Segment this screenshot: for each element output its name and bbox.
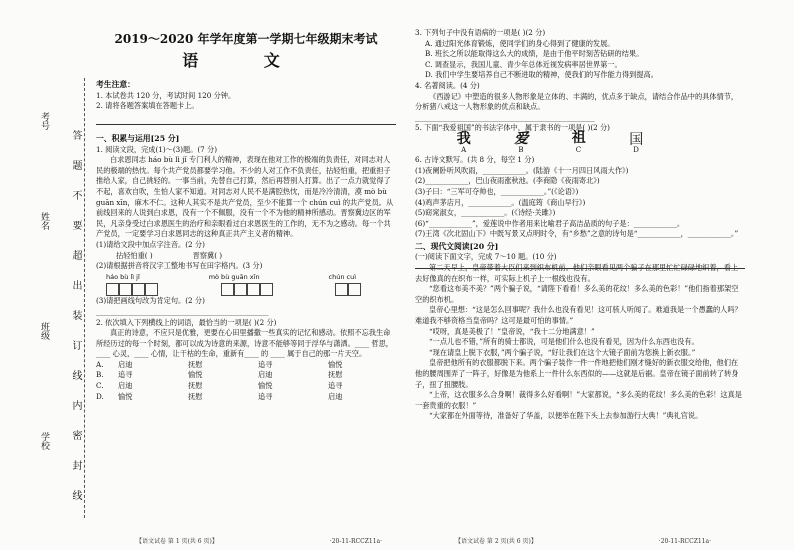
answer-item[interactable]: 拈轻怕重( ) [116, 250, 153, 260]
option-letter[interactable]: A. [96, 359, 104, 369]
story-paragraph: 皇帝把他所有的衣服都脱下来。两个骗子装作一件一件地把他们刚才缝好的新衣服交给他，他们在他的腰周围弄了一阵子，好像是为他系上一件什么东西似的——这就是后裾。皇帝在镜子面前转了转身子，扭了扭腰肢。 [415, 358, 739, 389]
seal-line [84, 78, 85, 518]
notice-block [96, 80, 396, 112]
page-code: ·20-11-RCCZ11a· [658, 538, 711, 545]
option-letter[interactable]: C. [96, 381, 104, 391]
option-word: 抚慰 [188, 359, 203, 369]
tianzige-cell[interactable] [234, 283, 247, 296]
page-label: 【语文试卷 第 1 页(共 6 页)】 [136, 538, 218, 545]
story-paragraph: “现在请皇上脱下衣服，”两个骗子说，“好让我们在这个大镜子面前为您换上新衣服。” [429, 347, 696, 357]
option-word: 愉悦 [258, 381, 273, 391]
option-letter[interactable]: D. [96, 391, 104, 401]
right-questions [415, 28, 745, 422]
tianzige-group [106, 283, 158, 296]
tianzige-cell[interactable] [335, 283, 348, 296]
option-word: 追寻 [328, 381, 343, 391]
pinyin-row [106, 272, 356, 283]
question-intro: 3. 下列句子中没有语病的一项是( )(2 分) [415, 28, 546, 37]
tianzige-cell[interactable] [247, 283, 260, 296]
tianzige-group [221, 283, 273, 296]
binding-margin [0, 0, 92, 550]
notice-item: 2. 请将各题答案填在答题卡上。 [96, 101, 199, 111]
story-paragraph: “哎呀，真是美极了！”皇帝说，“我十二分地满意！” [429, 326, 595, 336]
question-intro: (一)阅读下面文字，完成 7～10 题。(10 分) [415, 252, 557, 262]
option-word: 追寻 [258, 359, 273, 369]
warn-char: 题 [70, 160, 81, 170]
story-paragraph: “您看这布美不美？”两个骗子说，“请陛下看看！多么美的花纹！多么美的色彩！”他们指着那架空空的织布机。 [415, 284, 739, 304]
tianzige-cell[interactable] [221, 283, 234, 296]
pinyin-answers [116, 251, 396, 262]
calligraphy-row [435, 130, 665, 147]
warn-char: 装 [70, 310, 81, 320]
calligraphy-char: 爱 [514, 130, 529, 147]
option-word: 愉悦 [188, 370, 203, 380]
footer-left [136, 536, 382, 545]
section-title: 一、积累与运用[25 分] [96, 134, 180, 143]
xingming-field[interactable]: 姓名 [39, 212, 49, 230]
warn-char: 内 [70, 400, 81, 410]
fill-item[interactable]: (3)子曰：“三军可夺帅也，____________。”(《论语》) [415, 186, 579, 196]
answer-line[interactable]: __________________________________________________ [415, 112, 595, 122]
option-letter[interactable]: C [575, 145, 582, 154]
calligraphy-char: 我 [456, 130, 471, 147]
divider [96, 124, 396, 125]
calligraphy-char: 祖 [571, 130, 586, 146]
story-paragraph: “大家都在外面等待，准备好了华盖，以便举在陛下头上去参加游行大典！”典礼官说。 [429, 411, 703, 421]
passage-paragraph: 真正的诗意，不应只是优雅，更要在心田里播撒一些真实的记忆和感动。依照不忘我生命所经历过的每一个时刻，都可以成为诗意的来源，诗意不能够等同于浮华与潇洒。____ 哲思，____ 心灵，____ 心情，让干枯的生命，重新有____ 的 ____ 属于自己的那一片天空。 [96, 328, 393, 359]
pinyin-text: chún cuì [328, 272, 356, 281]
choice-option[interactable]: C. 调查显示，我国儿童、青少年总体近视发病率居世界第一。 [425, 59, 622, 69]
question-sub: (1)请给文段中加点字注音。(2 分) [96, 239, 205, 249]
warn-char: 出 [70, 280, 81, 290]
story-paragraph: 皇帝心里想：“这是怎么回事呢？我什么也没有看见！这可骇人听闻了。难道我是一个愚蠢的人吗？难道我不够资格当皇帝吗？这可是最可怕的事情。” [415, 305, 742, 326]
tianzige-cell[interactable] [132, 283, 145, 296]
option-word: 抚慰 [328, 370, 343, 380]
notice-item: 1. 本试卷共 120 分，考试时间 120 分钟。 [96, 90, 236, 100]
warn-char: 不 [70, 190, 81, 200]
option-word: 追寻 [258, 391, 273, 401]
option-letter[interactable]: B [518, 145, 524, 154]
answer-item[interactable]: 晋察冀( ) [192, 250, 223, 260]
tianzige-group [335, 283, 361, 296]
option-letter[interactable]: A [461, 145, 467, 154]
page-label: 【语文试卷 第 2 页(共 6 页)】 [455, 538, 537, 545]
question-intro: 4. 名著阅读。(4 分) [415, 80, 480, 90]
section-title: 二、现代文阅读[20 分] [415, 241, 499, 251]
passage-paragraph: 白求恩同志 háo bù lì jǐ 专门利人的精神，表现在他对工作的极端的负责任，对同志对人民的极端的热忱。每个共产党员都要学习他。不少的人对工作不负责任，拈轻怕重，把重担子推给人家，自己挑轻的。一事当前，先替自己打算，然后再替别人打算。出了一点力就觉得了不起，喜欢自吹，生怕人家不知道。对同志对人民不是满腔热忱，而是冷冷清清，漠 mò bù guān xīn，麻木不仁。这种人其实不是共产党员，至少不能算一个 chún cuì 的共产党员。从前线回来的人说到白求恩，没有一个不佩服，没有一个不为他的精神所感动。晋察冀边区的军民，凡亲身受过白求恩医生的治疗和亲眼看过白求恩医生的工作的，无不为之感动。每一个共产党员，一定要学习白求恩同志的这种真正共产主义者的精神。 [96, 155, 394, 239]
kaohao-field[interactable]: 考号 [39, 112, 49, 130]
choice-grid [96, 360, 396, 402]
choice-option[interactable]: A. 通过阳光体育锻炼，使同学们的身心得到了健康的发展。 [425, 38, 615, 48]
tianzige-cell[interactable] [119, 283, 132, 296]
question-text: 《西游记》中塑造的很多人物形象是立体的、丰满的，优点多于缺点，请结合作品中的具体情节，分析猪八戒这一人物形象的优点和缺点。 [415, 91, 739, 112]
fill-item[interactable]: (6)“____________”，爱莲说中作者用来比喻君子高洁品质的句子是：____________。 [415, 218, 685, 228]
answer-line[interactable]: ________________________________________________ [96, 306, 269, 316]
warn-char: 超 [70, 250, 81, 260]
option-word: 启迪 [118, 359, 133, 369]
warn-char: 线 [70, 490, 81, 500]
option-word: 启迪 [328, 391, 343, 401]
warn-char: 密 [70, 430, 81, 440]
option-word: 抚慰 [188, 391, 203, 401]
tianzige-cell[interactable] [145, 283, 158, 296]
question-sub: (2)请根据拼音将汉字工整地书写在田字格内。(3 分) [96, 261, 263, 271]
warn-char: 答 [70, 130, 81, 140]
warn-char: 封 [70, 460, 81, 470]
option-letter[interactable]: D [633, 145, 639, 154]
story-paragraph: “一点儿也不错，”所有的骑士都说，可是他们什么也没有看见，因为什么东西也没有。 [429, 337, 699, 347]
warn-char: 要 [70, 220, 81, 230]
question-intro: 2. 依次填入下列横线上的词语，最恰当的一项是( )(2 分) [96, 317, 277, 327]
footer-right [455, 536, 711, 545]
calligraphy-char: 国 [629, 130, 644, 147]
tianzige-cell[interactable] [260, 283, 273, 296]
option-word: 启迪 [258, 370, 273, 380]
banji-field[interactable]: 班级 [39, 322, 49, 340]
xuexiao-field[interactable]: 学校 [39, 432, 49, 450]
tianzige-row [106, 283, 361, 296]
choice-option[interactable]: B. 班长之所以能取得这么大的成绩，是由于他平时刻苦钻研的结果。 [425, 49, 644, 59]
question-sub: (3)请把画线句改为肯定句。(2 分) [96, 296, 205, 306]
fill-item[interactable]: (2)____________，巴山夜雨涨秋池。(李商隐《夜雨寄北》) [415, 176, 600, 186]
notice-title: 考生注意： [96, 80, 135, 89]
warn-char: 订 [70, 340, 81, 350]
option-letter[interactable]: B. [96, 370, 104, 380]
divider [415, 268, 745, 269]
fill-item[interactable]: (4)鸡声茅店月，____________。(温庭筠《商山早行》) [415, 197, 586, 207]
option-word: 愉悦 [118, 391, 133, 401]
fill-item[interactable]: (1)夜阑卧听风吹雨，____________。(陆游《十一月四日风雨大作》) [415, 165, 629, 175]
tianzige-cell[interactable] [106, 283, 119, 296]
pinyin-text: háo bù lì jǐ [106, 272, 140, 281]
option-word: 抚慰 [188, 381, 203, 391]
option-word: 启迪 [118, 381, 133, 391]
fill-item[interactable]: (5)窈窕淑女，____________。(《诗经·关雎》) [415, 208, 556, 218]
fill-item[interactable]: (7)王湾《次北固山下》中既写景又点明时令，有“乡愁”之意的诗句是“____________，____________。” [415, 229, 739, 239]
right-column [415, 0, 745, 550]
question-intro: 5. 下面“我爱祖国”的书法字体中，属于隶书的一项是( )(2 分) [415, 123, 610, 133]
pinyin-text: mò bù guān xīn [208, 272, 260, 281]
choice-option[interactable]: D. 我们中学生要培养自己不断进取的精神，使我们的写作能力得到提高。 [425, 70, 658, 80]
option-word: 追寻 [118, 370, 133, 380]
option-word: 愉悦 [328, 359, 343, 369]
left-column [96, 0, 396, 550]
warn-char: 线 [70, 370, 81, 380]
page-code: ·20-11-RCCZ11a· [329, 538, 382, 545]
exam-title: 2019～2020 年学年度第一学期七年级期末考试 [114, 32, 378, 46]
tianzige-cell[interactable] [348, 283, 361, 296]
section1 [96, 134, 396, 402]
story-paragraph: “上帝，这衣服多么合身啊！裁得多么好看啊！”大家都说，“多么美的花纹！多么美的色彩！这真是一套贵重的衣服！” [415, 390, 742, 410]
story-paragraph: 第二天早上，皇帝带着大臣们来到织布机前。他们亲眼看见两个骗子在那里忙忙碌碌地织着，看上去好像真的在织布一样，可实际上机子上一根线也没有。 [415, 263, 739, 283]
question-intro: 1. 阅读文段，完成(1)～(3)题。(7 分) [96, 144, 218, 154]
question-intro: 6. 古诗文默写。(共 8 分，每空 1 分) [415, 155, 535, 165]
subject-title: 语 文 [182, 51, 310, 70]
